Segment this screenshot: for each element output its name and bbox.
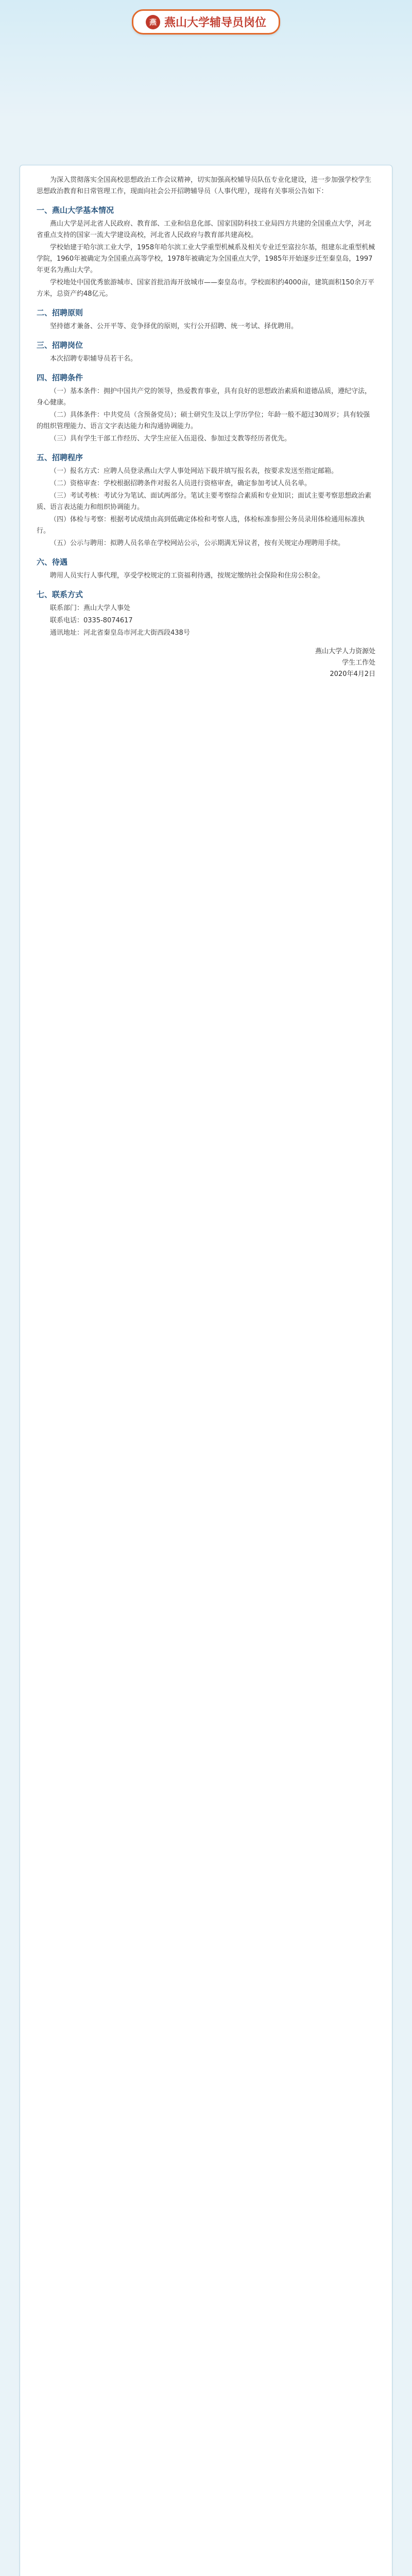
section-4 [37,372,375,445]
section-title: 四、招聘条件 [37,373,83,382]
header-pill [132,9,280,35]
signature-org: 燕山大学人力资源处 [315,648,375,655]
contact-phone: 联系电话：0335-8074617 [50,617,133,624]
section-paragraph: （四）体检与考察：根据考试成绩由高到低确定体检和考察人选，体检标准参照公务员录用体检通用标准执行。 [37,516,365,535]
section-paragraph: （二）具体条件：中共党员（含预备党员）；硕士研究生及以上学历学位；年龄一般不超过30周岁；具有较强的组织管理能力、语言文字表达能力和沟通协调能力。 [37,411,370,430]
signature-dept: 学生工作处 [341,659,375,667]
header-banner [0,0,412,118]
section-paragraph: 本次招聘专职辅导员若干名。 [50,355,138,363]
intro-text: 为深入贯彻落实全国高校思想政治工作会议精神，切实加强高校辅导员队伍专业化建设，进一步加强学校学生思想政治教育和日常管理工作，现面向社会公开招聘辅导员（人事代理），现将有关事项公告如下： [37,176,372,195]
section-1 [37,205,375,300]
section-paragraph: （三）考试考核：考试分为笔试、面试两部分。笔试主要考察综合素质和专业知识；面试主要考察思想政治素质、语言表达能力和组织协调能力。 [37,492,372,511]
page-title: 燕山大学辅导员岗位 [164,16,266,29]
section-title: 二、招聘原则 [37,308,83,317]
section-paragraph: （三）具有学生干部工作经历、大学生应征入伍退役、参加过支教等经历者优先。 [50,435,291,443]
section-2 [37,307,375,332]
section-5 [37,452,375,549]
contact-address: 通讯地址：河北省秦皇岛市河北大街西段438号 [50,629,190,637]
section-paragraph: 学校始建于哈尔滨工业大学，1958年哈尔滨工业大学重型机械系及相关专业迁至富拉尔基，组建东北重型机械学院，1960年被确定为全国重点高等学校，1978年被确定为全国重点大学，1985年开始逐步迁至秦皇岛，1997年更名为燕山大学。 [37,244,375,274]
section-paragraph: （一）基本条件：拥护中国共产党的领导，热爱教育事业，具有良好的思想政治素质和道德品质，遵纪守法，身心健康。 [37,387,372,406]
contact-dept: 联系部门：燕山大学人事处 [50,604,131,612]
section-paragraph: 坚持德才兼备、公开平等、竞争择优的原则，实行公开招聘、统一考试、择优聘用。 [50,323,298,330]
section-paragraph: 学校地处中国优秀旅游城市、国家首批沿海开放城市——秦皇岛市。学校面积约4000亩，建筑面积150余万平方米，总资产约48亿元。 [37,279,374,298]
header-title-wrap [0,9,412,35]
section-paragraph: 聘用人员实行人事代理，享受学校规定的工资福利待遇，按规定缴纳社会保险和住房公积金。 [50,572,325,580]
section-3 [37,340,375,365]
section-7 [37,589,375,639]
section-title: 三、招聘岗位 [37,341,83,350]
section-paragraph: （二）资格审查：学校根据招聘条件对报名人员进行资格审查，确定参加考试人员名单。 [50,480,312,487]
section-title: 五、招聘程序 [37,453,83,462]
section-title: 六、待遇 [37,557,68,567]
section-title: 七、联系方式 [37,590,83,599]
university-logo-icon: 燕 [146,15,160,29]
section-paragraph: （一）报名方式：应聘人员登录燕山大学人事处网站下载并填写报名表，按要求发送至指定邮箱。 [50,467,338,475]
content-card [20,165,392,2576]
section-paragraph: （五）公示与聘用：拟聘人员名单在学校网站公示，公示期满无异议者，按有关规定办理聘用手续。 [50,539,345,547]
section-paragraph: 燕山大学是河北省人民政府、教育部、工业和信息化部、国家国防科技工业局四方共建的全国重点大学，河北省重点支持的国家一流大学建设高校，河北省人民政府与教育部共建高校。 [37,220,372,239]
signature-block [37,646,375,680]
section-title: 一、燕山大学基本情况 [37,206,114,215]
signature-date: 2020年4月2日 [330,670,375,678]
section-6 [37,556,375,582]
